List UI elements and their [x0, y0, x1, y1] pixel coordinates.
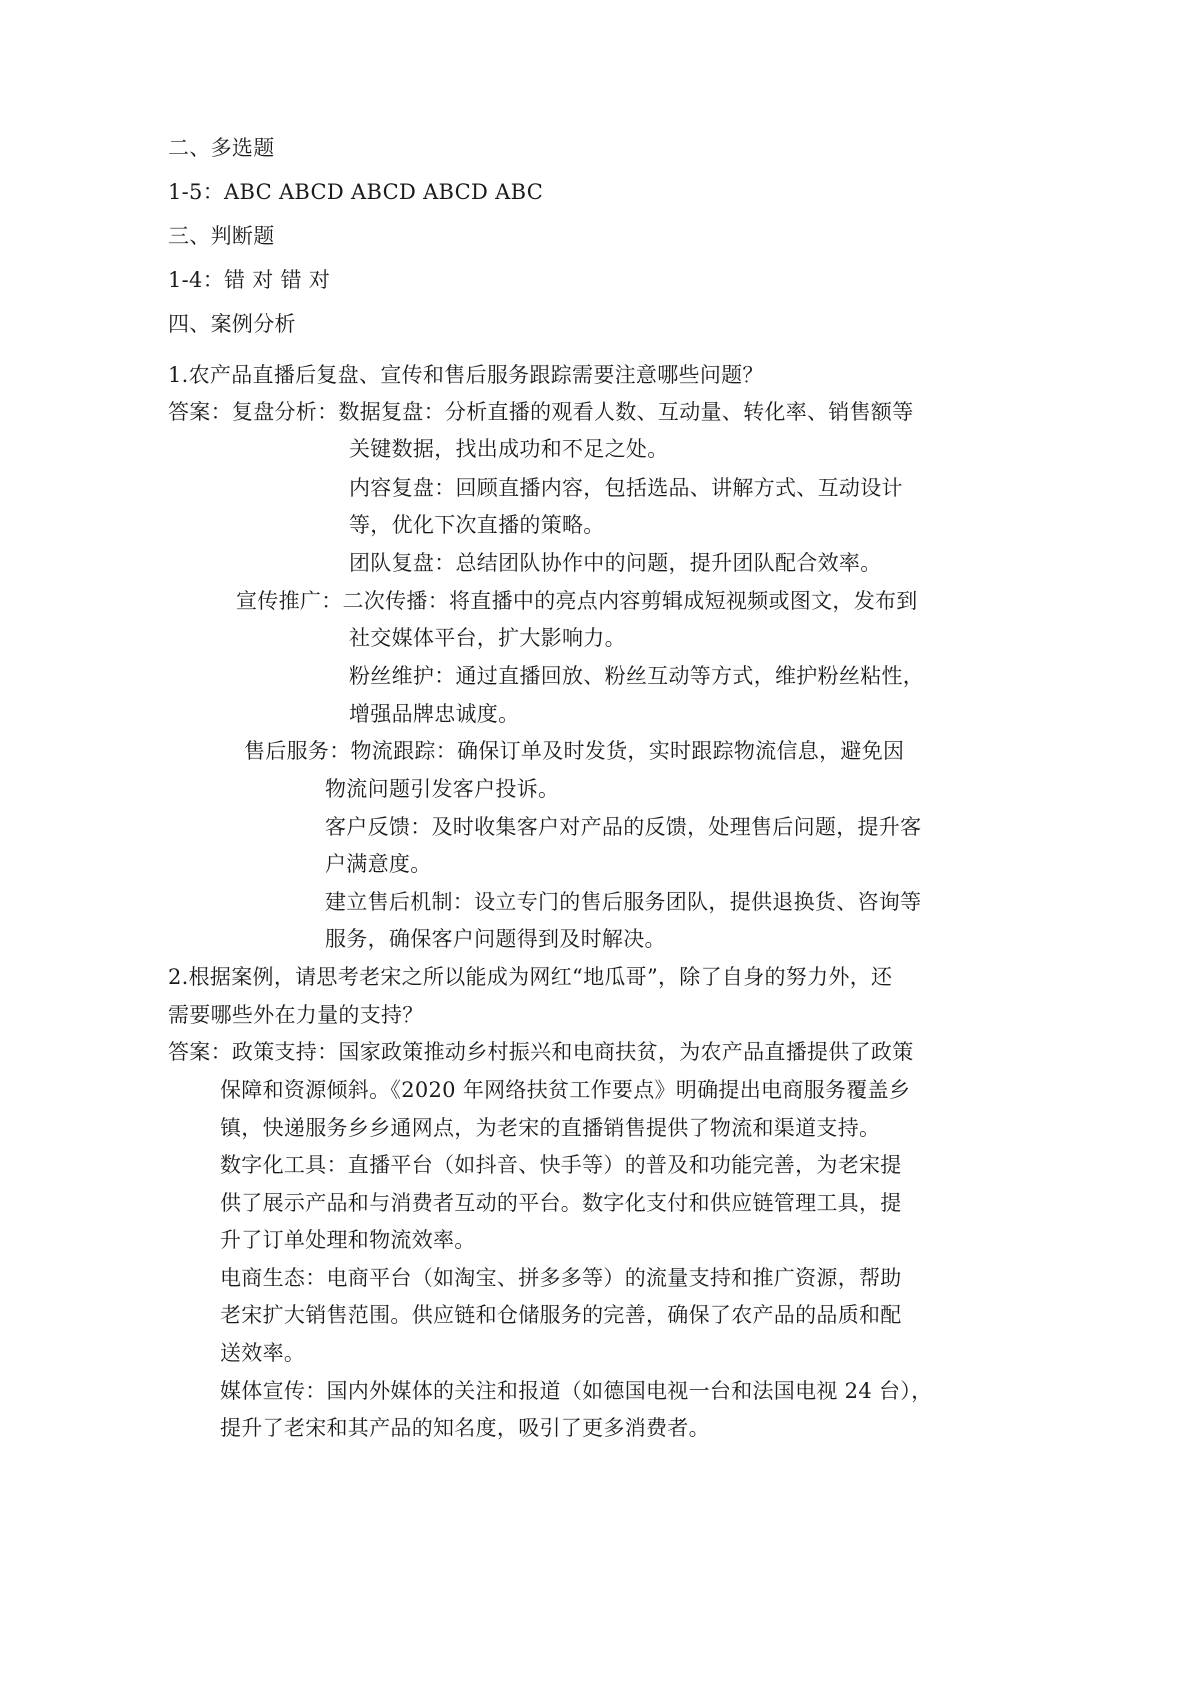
q2-answer-line: 升了订单处理和物流效率。	[220, 1228, 476, 1252]
q2-answer-line: 媒体宣传：国内外媒体的关注和报道（如德国电视一台和法国电视 24 台），	[220, 1379, 933, 1403]
question-2-line: 需要哪些外在力量的支持？	[168, 1003, 424, 1027]
section-heading-multiple-choice: 二、多选题	[168, 136, 275, 160]
q1-answer-line: 户满意度。	[325, 852, 432, 876]
q2-answer-line: 送效率。	[220, 1341, 306, 1365]
q1-answer-line: 内容复盘：回顾直播内容，包括选品、讲解方式、互动设计	[349, 476, 903, 500]
q1-answer-line: 等，优化下次直播的策略。	[349, 513, 605, 537]
q1-answer-line: 客户反馈：及时收集客户对产品的反馈，处理售后问题，提升客	[325, 815, 922, 839]
q1-answer-line: 社交媒体平台，扩大影响力。	[349, 626, 626, 650]
q1-answer-line: 宣传推广：二次传播：将直播中的亮点内容剪辑成短视频或图文，发布到	[236, 589, 918, 613]
q1-answer-line: 答案：复盘分析：数据复盘：分析直播的观看人数、互动量、转化率、销售额等	[168, 400, 914, 424]
q2-answer-line: 保障和资源倾斜。《2020 年网络扶贫工作要点》明确提出电商服务覆盖乡	[220, 1078, 911, 1102]
q2-answer-line: 答案：政策支持：国家政策推动乡村振兴和电商扶贫，为农产品直播提供了政策	[168, 1040, 914, 1064]
q1-answer-line: 售后服务：物流跟踪：确保订单及时发货，实时跟踪物流信息，避免因	[244, 739, 905, 763]
q2-answer-line: 老宋扩大销售范围。供应链和仓储服务的完善，确保了农产品的品质和配	[220, 1303, 902, 1327]
multiple-choice-answers: 1-5：ABC ABCD ABCD ABCD ABC	[168, 180, 544, 204]
q1-answer-line: 建立售后机制：设立专门的售后服务团队，提供退换货、咨询等	[325, 890, 922, 914]
q1-answer-line: 物流问题引发客户投诉。	[325, 777, 560, 801]
question-1: 1.农产品直播后复盘、宣传和售后服务跟踪需要注意哪些问题？	[168, 363, 764, 387]
q2-answer-line: 镇，快递服务乡乡通网点，为老宋的直播销售提供了物流和渠道支持。	[220, 1116, 881, 1140]
section-heading-true-false: 三、判断题	[168, 224, 275, 248]
q2-answer-line: 电商生态：电商平台（如淘宝、拼多多等）的流量支持和推广资源，帮助	[220, 1266, 902, 1290]
q1-answer-line: 增强品牌忠诚度。	[349, 702, 520, 726]
q2-answer-line: 供了展示产品和与消费者互动的平台。数字化支付和供应链管理工具，提	[220, 1191, 902, 1215]
q1-answer-line: 服务，确保客户问题得到及时解决。	[325, 927, 666, 951]
q2-answer-line: 数字化工具：直播平台（如抖音、快手等）的普及和功能完善，为老宋提	[220, 1153, 902, 1177]
question-2-line: 2.根据案例，请思考老宋之所以能成为网红“地瓜哥”，除了自身的努力外，还	[168, 965, 893, 989]
q1-answer-line: 团队复盘：总结团队协作中的问题，提升团队配合效率。	[349, 551, 882, 575]
q2-answer-line: 提升了老宋和其产品的知名度，吸引了更多消费者。	[220, 1416, 710, 1440]
q1-answer-line: 关键数据，找出成功和不足之处。	[349, 437, 669, 461]
q1-answer-line: 粉丝维护：通过直播回放、粉丝互动等方式，维护粉丝粘性，	[349, 664, 925, 688]
section-heading-case-analysis: 四、案例分析	[168, 312, 296, 336]
true-false-answers: 1-4：错 对 错 对	[168, 268, 331, 292]
